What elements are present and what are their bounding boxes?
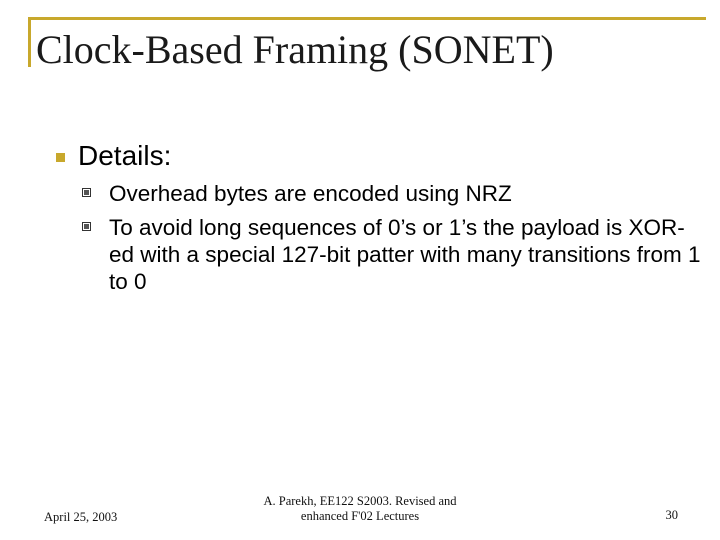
bullet-details: [56, 139, 171, 173]
frame-top-line: [28, 17, 706, 20]
sub-bullet-list: [82, 180, 702, 302]
sub-bullet-text: To avoid long sequences of 0’s or 1’s the payload is XOR-ed with a special 127-bit patter with many transitions from 1 to 0: [109, 215, 701, 294]
frame-left-line: [28, 17, 31, 67]
footer-credit: [245, 494, 475, 524]
sub-bullet-text: Overhead bytes are encoded using NRZ: [109, 181, 512, 206]
footer-credit-line2: enhanced F'02 Lectures: [300, 509, 420, 523]
checkbox-bullet-icon: [82, 188, 91, 197]
bullet-details-label: Details:: [78, 140, 172, 171]
footer-credit-line1: A. Parekh, EE122 S2003. Revised and: [263, 494, 457, 508]
sub-bullet-item: [82, 180, 702, 207]
checkbox-bullet-icon: [82, 222, 91, 231]
page-number: 30: [665, 508, 678, 522]
slide-title: Clock-Based Framing (SONET): [36, 27, 554, 72]
sub-bullet-item: [82, 214, 702, 295]
square-bullet-icon: [56, 153, 65, 162]
footer-date: April 25, 2003: [44, 510, 118, 524]
